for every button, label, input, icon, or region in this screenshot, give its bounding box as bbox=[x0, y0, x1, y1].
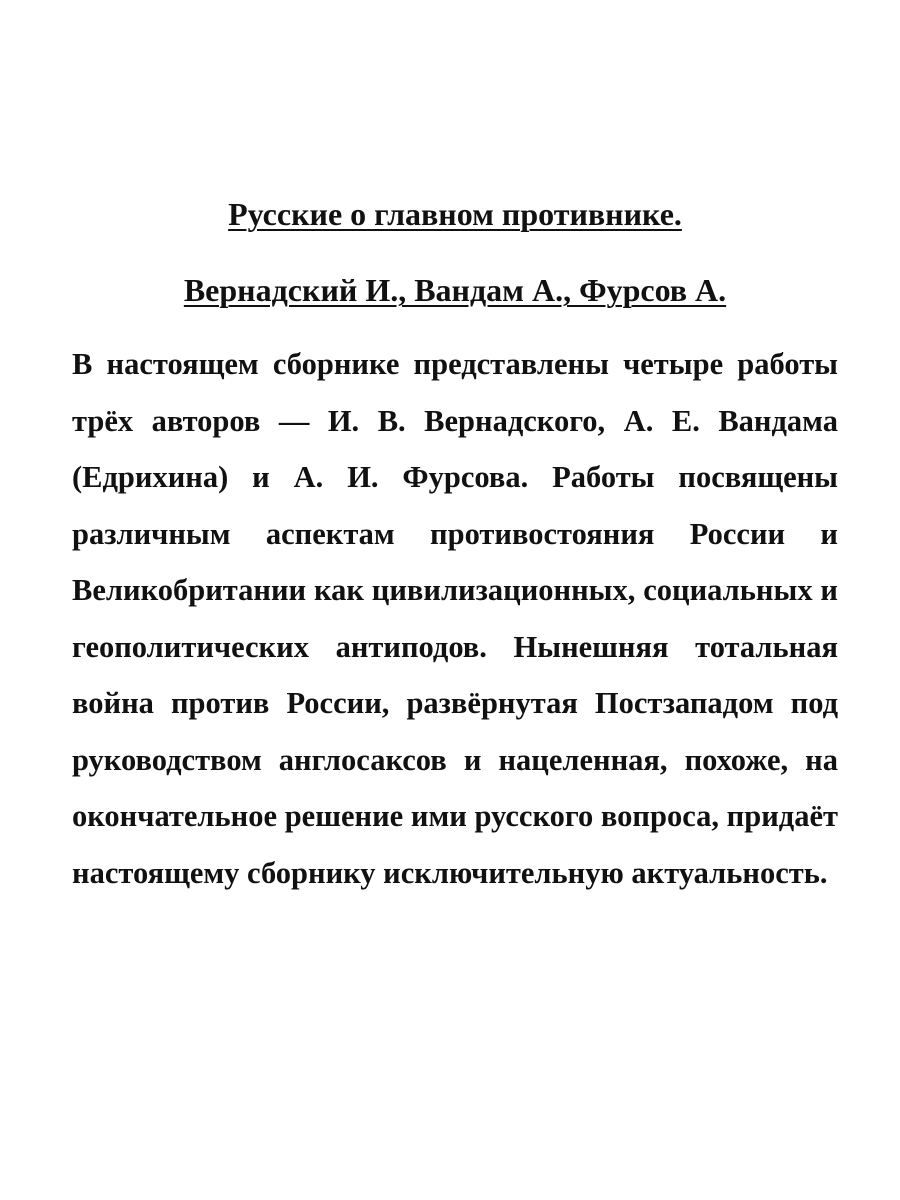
document-page bbox=[72, 190, 838, 901]
book-title: Русские о главном противнике. bbox=[228, 196, 682, 232]
book-annotation: В настоящем сборнике представлены четыре работы трёх авторов — И. В. Вернадского, А. Е. Вандама (Едрихина) и А. И. Фурсова. Работы посвящены различным аспектам противостояния России и Великобритании как цивилизационных, социальных и геополитических антиподов. Нынешняя тотальная война против России, развёрнутая Постзападом под руководством англосаксов и нацеленная, похоже, на окончательное решение ими русского вопроса, придаёт настоящему сборнику исключительную актуальность. bbox=[72, 347, 838, 890]
book-authors: Вернадский И., Вандам А., Фурсов А. bbox=[183, 272, 727, 308]
